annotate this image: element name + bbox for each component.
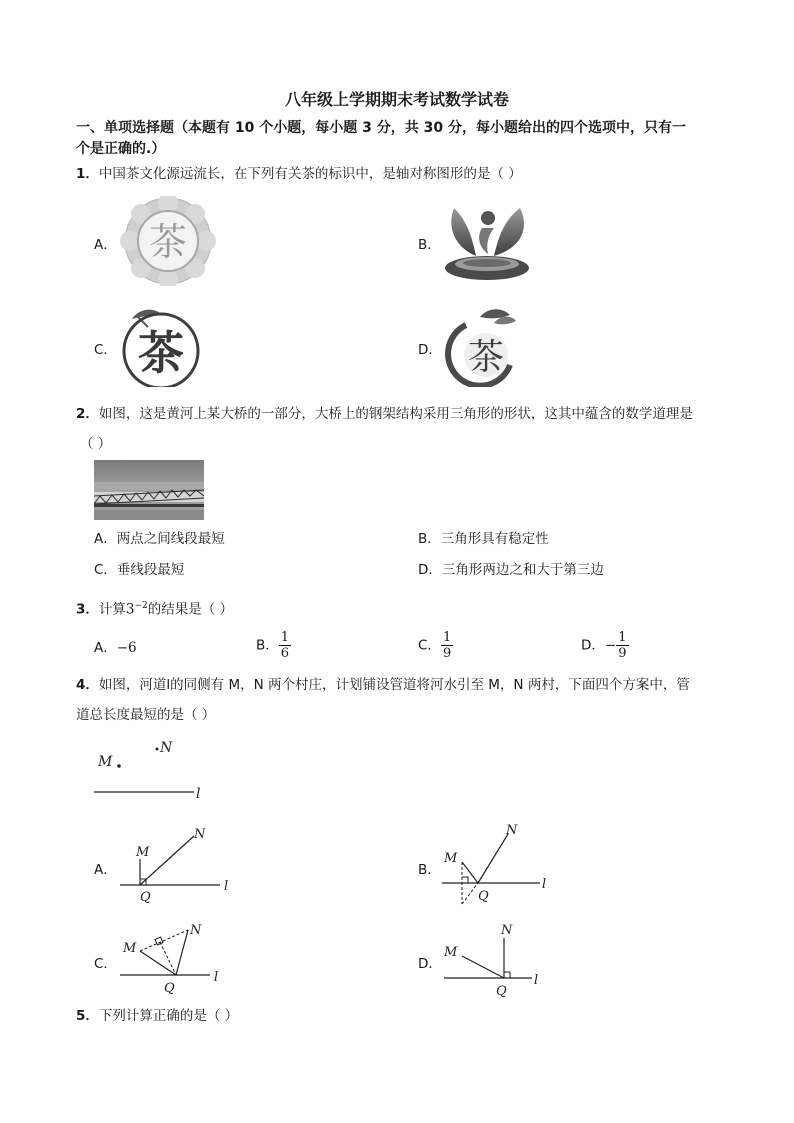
q4-option-d-figure <box>440 918 550 998</box>
q4-option-c-label: C． <box>94 956 117 972</box>
q4-option-c-figure <box>118 918 228 998</box>
svg-text:N: N <box>194 827 206 842</box>
label-l: l <box>196 786 201 802</box>
q1-option-b-label: B． <box>418 237 441 253</box>
svg-text:l: l <box>534 973 539 988</box>
svg-text:Q: Q <box>478 889 489 904</box>
logo-char: 茶 <box>148 220 188 264</box>
option-label: C． <box>418 637 441 654</box>
q4-option-a-label: A． <box>94 862 117 878</box>
question-number: 4． <box>76 677 99 693</box>
fraction-numerator: 1 <box>442 630 452 645</box>
q1-option-c-label: C． <box>94 342 117 358</box>
logo-char: 茶 <box>138 326 184 380</box>
power-exponent: −2 <box>134 601 148 611</box>
fraction-denominator: 9 <box>442 646 452 661</box>
svg-text:l: l <box>224 879 229 894</box>
q2-option-b: B．三角形具有稳定性 <box>418 531 549 547</box>
question-number: 3． <box>76 601 99 618</box>
svg-text:M: M <box>123 941 137 956</box>
q3-option-d <box>581 630 629 661</box>
label-n: N <box>160 740 173 756</box>
option-label: D． <box>581 637 605 654</box>
svg-text:Q: Q <box>140 890 151 905</box>
question-number: 1． <box>76 166 99 182</box>
svg-text:N: N <box>190 923 202 938</box>
question-stem: 如图，这是黄河上某大桥的一部分，大桥上的钢架结构采用三角形的形状，这其中蕴含的数学道理是 <box>98 406 693 422</box>
option-label: A． <box>94 640 117 656</box>
question-3 <box>76 596 233 620</box>
q2-option-c: C．垂线段最短 <box>94 562 185 578</box>
svg-text:Q: Q <box>496 984 507 998</box>
section-heading-line2: 个是正确的.） <box>76 141 166 157</box>
question-4-line1 <box>76 675 690 695</box>
svg-text:N: N <box>506 823 518 838</box>
option-value: −6 <box>116 640 137 656</box>
fraction-numerator: 1 <box>618 630 627 645</box>
svg-text:Q: Q <box>164 981 175 996</box>
question-number: 5． <box>76 1008 99 1024</box>
logo-char: 茶 <box>467 337 505 378</box>
q3-option-b <box>256 630 291 661</box>
question-stem-suffix: 的结果是（ ） <box>147 601 234 618</box>
q1-option-a-logo <box>120 196 216 286</box>
q4-option-a-figure <box>118 826 238 906</box>
page-title: 八年级上学期期末考试数学试卷 <box>284 90 509 109</box>
question-stem: 中国茶文化源远流长，在下列有关茶的标识中，是轴对称图形的是（ ） <box>98 166 522 182</box>
q3-option-c <box>418 630 453 661</box>
bridge-photo <box>94 460 204 520</box>
q1-option-d-logo <box>440 307 522 387</box>
question-number: 2． <box>76 406 99 422</box>
point-n <box>156 748 159 751</box>
svg-text:l: l <box>214 970 219 985</box>
svg-text:M: M <box>444 945 458 960</box>
power-base: 3 <box>125 601 135 618</box>
question-2-line1 <box>76 404 693 424</box>
question-5 <box>76 1006 238 1026</box>
q2-option-d: D．三角形两边之和大于第三边 <box>418 562 604 578</box>
q4-option-b-figure <box>440 820 560 912</box>
negative-sign: − <box>604 637 617 654</box>
q4-option-d-label: D． <box>418 956 442 972</box>
q3-option-a <box>94 638 137 658</box>
option-label: B． <box>256 637 279 654</box>
q1-option-a-label: A． <box>94 237 117 253</box>
section-heading-line1: 一、单项选择题（本题有 10 个小题，每小题 3 分，共 30 分，每小题给出的四个选项中，只有一 <box>76 120 686 136</box>
fraction-denominator: 6 <box>280 646 290 661</box>
point-m <box>117 764 121 768</box>
svg-text:l: l <box>542 877 547 892</box>
q4-option-b-label: B． <box>418 862 441 878</box>
svg-text:N: N <box>501 923 513 938</box>
question-stem: 如图，河道l的同侧有 M，N 两个村庄，计划铺设管道将河水引至 M，N 两村，下面四个方案中，管 <box>98 677 690 693</box>
question-2-line2: （ ） <box>80 436 112 452</box>
fraction-denominator: 9 <box>618 646 627 661</box>
svg-text:M: M <box>444 851 458 866</box>
q2-option-a: A．两点之间线段最短 <box>94 531 225 547</box>
svg-text:M: M <box>136 845 150 860</box>
question-4-line2: 道总长度最短的是（ ） <box>76 707 216 723</box>
q4-main-figure <box>90 735 220 807</box>
q1-option-c-logo <box>118 305 204 387</box>
question-1 <box>76 164 522 184</box>
fraction-numerator: 1 <box>280 630 290 645</box>
question-stem-prefix: 计算 <box>98 601 126 618</box>
q1-option-d-label: D． <box>418 342 442 358</box>
label-m: M <box>98 754 113 770</box>
q1-option-b-logo <box>442 198 532 288</box>
question-stem: 下列计算正确的是（ ） <box>98 1008 239 1024</box>
